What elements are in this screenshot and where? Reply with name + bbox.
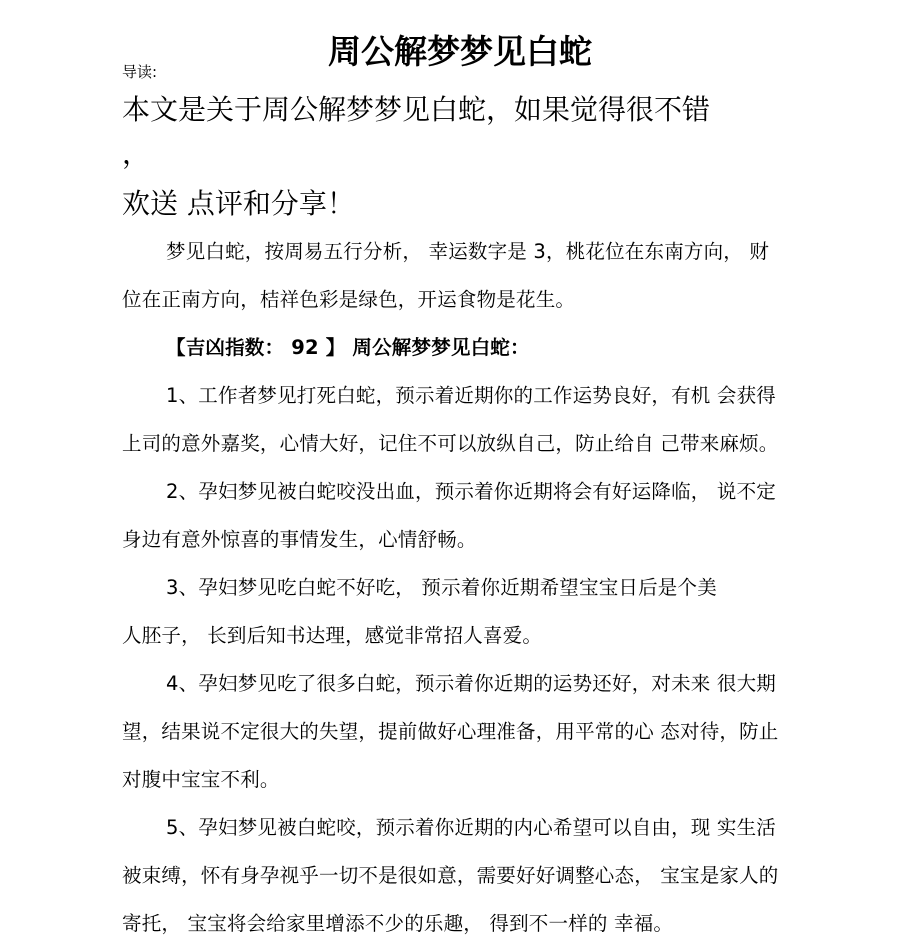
paragraph-2-line-2: 身边有意外惊喜的事情发生，心情舒畅。 (122, 528, 477, 551)
paragraph-1-line-2: 上司的意外嘉奖，心情大好，记住不可以放纵自己，防止给自 己带来麻烦。 (122, 432, 779, 455)
page-title: 周公解梦梦见白蛇 (328, 32, 592, 72)
intro-line-1: 本文是关于周公解梦梦见白蛇，如果觉得很不错 (122, 93, 711, 126)
fortune-index-line: 【吉凶指数： 92 】 周公解梦梦见白蛇： (166, 336, 530, 359)
paragraph-1-line-1: 1、工作者梦见打死白蛇，预示着近期你的工作运势良好，有机 会获得 (166, 384, 777, 407)
paragraph-3-line-1: 3、孕妇梦见吃白蛇不好吃， 预示着你近期希望宝宝日后是个美 (166, 576, 717, 599)
paragraph-5-line-3: 寄托， 宝宝将会给家里增添不少的乐趣， 得到不一样的 幸福。 (122, 912, 674, 935)
intro-line-2: ， (122, 137, 151, 170)
paragraph-5-line-2: 被束缚，怀有身孕视乎一切不是很如意，需要好好调整心态， 宝宝是家人的 (122, 864, 779, 887)
paragraph-5-line-1: 5、孕妇梦见被白蛇咬，预示着你近期的内心希望可以自由，现 实生活 (166, 816, 777, 839)
body-text-block (122, 228, 794, 948)
paragraph-intro-line-2: 位在正南方向，桔祥色彩是绿色，开运食物是花生。 (122, 288, 576, 311)
paragraph-3-line-2: 人胚子， 长到后知书达理，感觉非常招人喜爱。 (122, 624, 543, 647)
intro-block (122, 88, 822, 226)
paragraph-4-line-3: 对腹中宝宝不利。 (122, 768, 280, 791)
lead-in-label: 导读: (122, 63, 158, 81)
paragraph-4-line-1: 4、孕妇梦见吃了很多白蛇，预示着你近期的运势还好，对未来 很大期 (166, 672, 777, 695)
paragraph-intro-line-1: 梦见白蛇，按周易五行分析， 幸运数字是 3，桃花位在东南方向， 财 (166, 240, 770, 263)
intro-line-3: 欢送 点评和分享！ (122, 187, 355, 220)
paragraph-2-line-1: 2、孕妇梦见被白蛇咬没出血，预示着你近期将会有好运降临， 说不定 (166, 480, 777, 503)
paragraph-4-line-2: 望，结果说不定很大的失望，提前做好心理准备，用平常的心 态对待，防止 (122, 720, 779, 743)
